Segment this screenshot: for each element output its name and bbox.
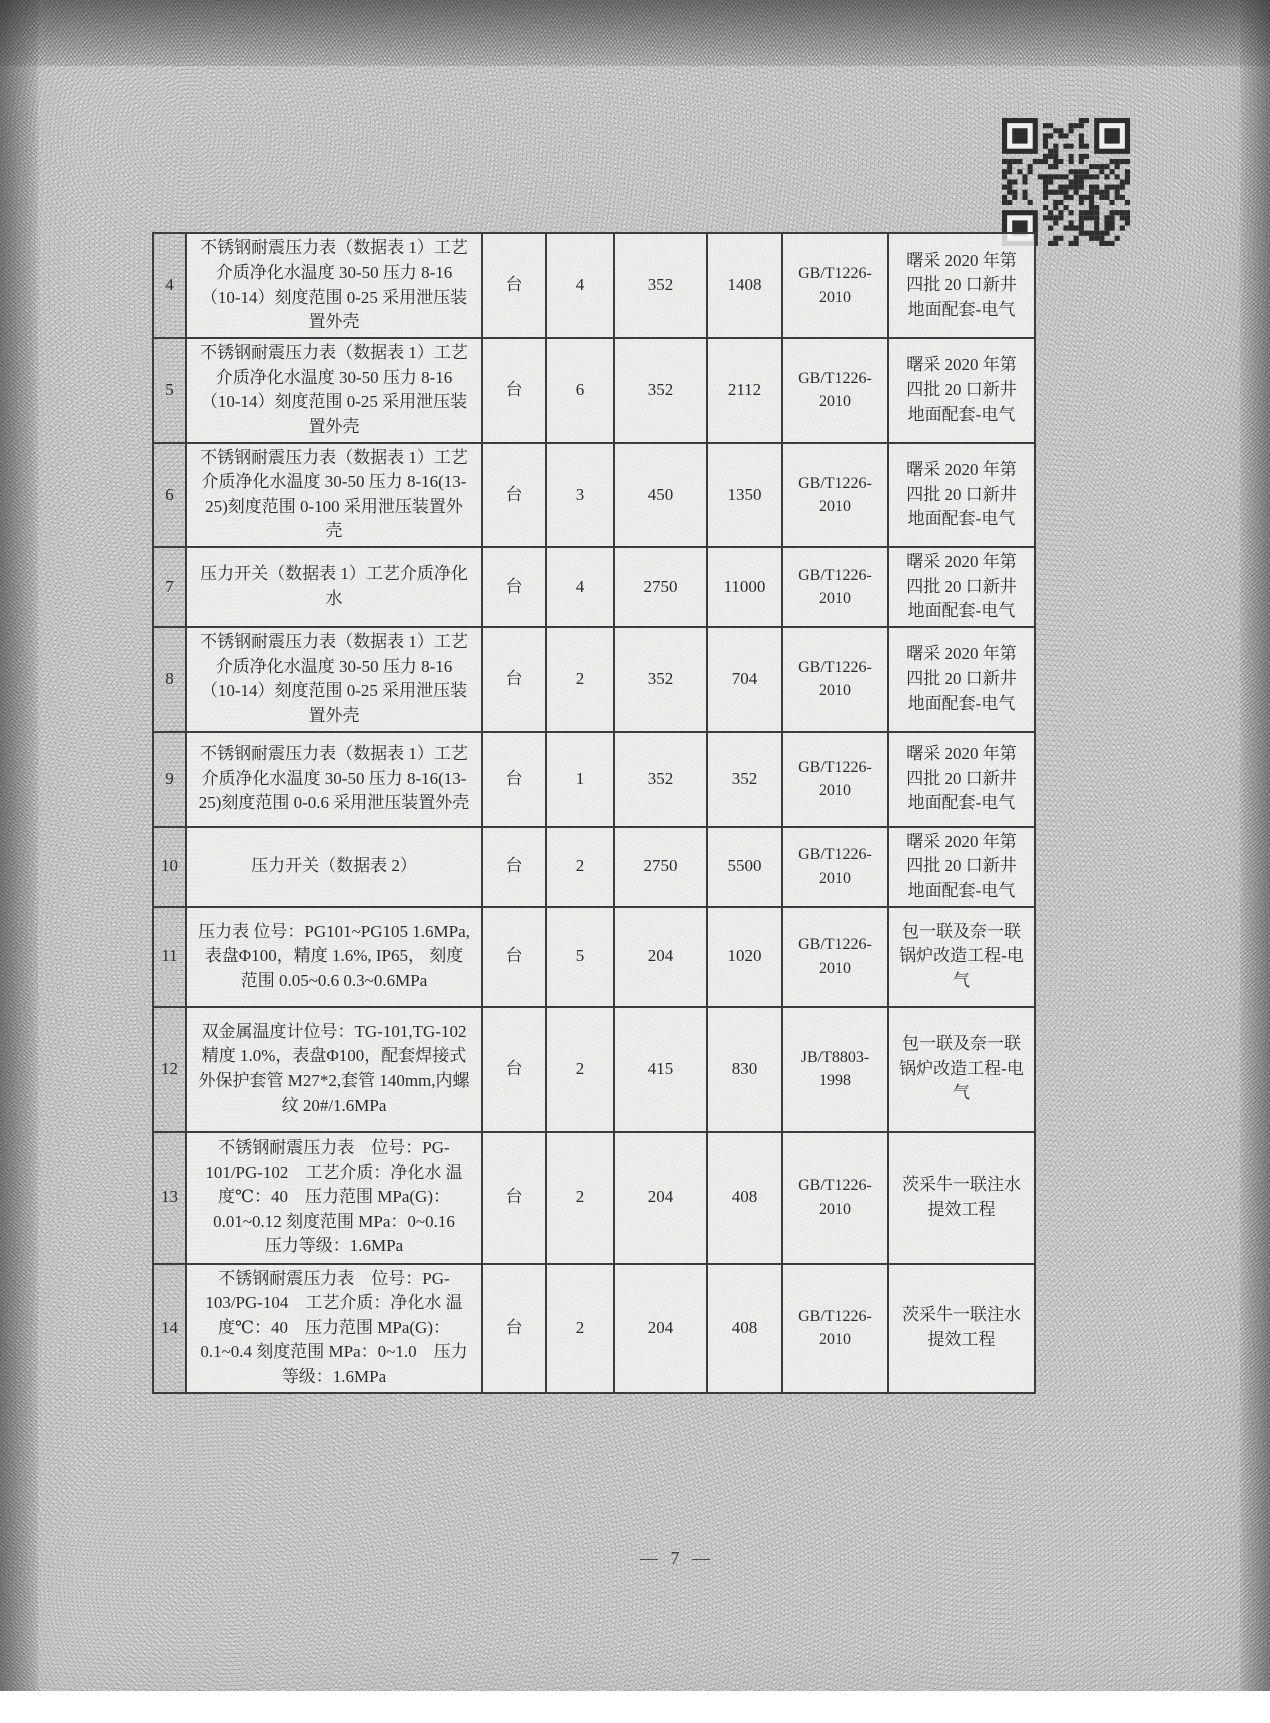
cell-standard: GB/T1226-2010 [782,1132,888,1264]
cell-project: 曙采 2020 年第四批 20 口新井地面配套-电气 [888,827,1035,907]
cell-description: 压力开关（数据表 1）工艺介质净化水 [186,547,482,627]
cell-quantity: 1 [546,732,614,827]
cell-project: 包一联及奈一联锅炉改造工程-电气 [888,1007,1035,1132]
qr-code-image [1002,118,1130,246]
cell-project: 曙采 2020 年第四批 20 口新井地面配套-电气 [888,443,1035,548]
cell-project: 曙采 2020 年第四批 20 口新井地面配套-电气 [888,547,1035,627]
cell-total: 1408 [707,233,782,338]
cell-unit-price: 204 [614,907,707,1007]
cell-quantity: 5 [546,907,614,1007]
cell-quantity: 2 [546,1264,614,1393]
cell-unit: 台 [482,827,546,907]
cell-project: 曙采 2020 年第四批 20 口新井地面配套-电气 [888,732,1035,827]
cell-unit-price: 2750 [614,827,707,907]
page-bottom-margin [0,1691,1270,1723]
cell-row-number: 5 [153,338,186,443]
cell-project: 曙采 2020 年第四批 20 口新井地面配套-电气 [888,233,1035,338]
cell-row-number: 8 [153,627,186,732]
cell-unit-price: 352 [614,627,707,732]
cell-unit: 台 [482,1264,546,1393]
cell-description: 压力开关（数据表 2） [186,827,482,907]
cell-unit: 台 [482,547,546,627]
cell-project: 茨采牛一联注水提效工程 [888,1132,1035,1264]
cell-description: 压力表 位号：PG101~PG105 1.6MPa,表盘Φ100，精度 1.6%, IP65， 刻度范围 0.05~0.6 0.3~0.6MPa [186,907,482,1007]
cell-quantity: 2 [546,627,614,732]
cell-description: 双金属温度计位号：TG-101,TG-102 精度 1.0%，表盘Φ100，配套焊接式外保护套管 M27*2,套管 140mm,内螺纹 20#/1.6MPa [186,1007,482,1132]
cell-unit: 台 [482,443,546,548]
cell-unit: 台 [482,732,546,827]
table-row [153,547,1035,627]
cell-standard: GB/T1226-2010 [782,907,888,1007]
table-row [153,907,1035,1007]
cell-total: 830 [707,1007,782,1132]
cell-quantity: 2 [546,827,614,907]
cell-project: 茨采牛一联注水提效工程 [888,1264,1035,1393]
cell-quantity: 3 [546,443,614,548]
cell-description: 不锈钢耐震压力表 位号：PG-101/PG-102 工艺介质：净化水 温度℃：40 压力范围 MPa(G)：0.01~0.12 刻度范围 MPa：0~0.16 压力等级：1.6MPa [186,1132,482,1264]
cell-unit-price: 204 [614,1132,707,1264]
cell-row-number: 9 [153,732,186,827]
scan-edge-left [0,0,38,1693]
cell-project: 包一联及奈一联锅炉改造工程-电气 [888,907,1035,1007]
cell-total: 11000 [707,547,782,627]
cell-unit-price: 352 [614,338,707,443]
cell-project: 曙采 2020 年第四批 20 口新井地面配套-电气 [888,338,1035,443]
cell-quantity: 2 [546,1132,614,1264]
cell-unit: 台 [482,1132,546,1264]
equipment-table [152,232,1036,1394]
cell-total: 704 [707,627,782,732]
table-row [153,443,1035,548]
cell-standard: GB/T1226-2010 [782,443,888,548]
table-row [153,827,1035,907]
cell-total: 408 [707,1132,782,1264]
cell-quantity: 4 [546,233,614,338]
cell-row-number: 14 [153,1264,186,1393]
cell-quantity: 6 [546,338,614,443]
cell-standard: GB/T1226-2010 [782,627,888,732]
cell-unit-price: 415 [614,1007,707,1132]
cell-row-number: 7 [153,547,186,627]
cell-project: 曙采 2020 年第四批 20 口新井地面配套-电气 [888,627,1035,732]
cell-row-number: 4 [153,233,186,338]
cell-unit: 台 [482,907,546,1007]
scan-edge-top [0,0,1270,66]
cell-total: 5500 [707,827,782,907]
cell-unit-price: 352 [614,732,707,827]
cell-standard: JB/T8803-1998 [782,1007,888,1132]
cell-quantity: 4 [546,547,614,627]
cell-description: 不锈钢耐震压力表（数据表 1）工艺介质净化水温度 30-50 压力 8-16(13-25)刻度范围 0-0.6 采用泄压装置外壳 [186,732,482,827]
cell-description: 不锈钢耐震压力表（数据表 1）工艺介质净化水温度 30-50 压力 8-16（10-14）刻度范围 0-25 采用泄压装置外壳 [186,338,482,443]
cell-row-number: 6 [153,443,186,548]
cell-standard: GB/T1226-2010 [782,827,888,907]
cell-row-number: 10 [153,827,186,907]
table-row [153,1264,1035,1393]
cell-unit-price: 352 [614,233,707,338]
cell-description: 不锈钢耐震压力表（数据表 1）工艺介质净化水温度 30-50 压力 8-16(13-25)刻度范围 0-100 采用泄压装置外壳 [186,443,482,548]
table-row [153,1007,1035,1132]
table-row [153,338,1035,443]
cell-total: 408 [707,1264,782,1393]
page-number: — 7 — [640,1548,714,1568]
cell-unit: 台 [482,338,546,443]
table-row [153,1132,1035,1264]
cell-unit-price: 2750 [614,547,707,627]
cell-description: 不锈钢耐震压力表（数据表 1）工艺介质净化水温度 30-50 压力 8-16（10-14）刻度范围 0-25 采用泄压装置外壳 [186,627,482,732]
cell-row-number: 12 [153,1007,186,1132]
cell-unit-price: 450 [614,443,707,548]
cell-total: 352 [707,732,782,827]
cell-unit-price: 204 [614,1264,707,1393]
cell-description: 不锈钢耐震压力表 位号：PG-103/PG-104 工艺介质：净化水 温度℃：40 压力范围 MPa(G)：0.1~0.4 刻度范围 MPa：0~1.0 压力等级：1.6MPa [186,1264,482,1393]
cell-standard: GB/T1226-2010 [782,233,888,338]
cell-description: 不锈钢耐震压力表（数据表 1）工艺介质净化水温度 30-50 压力 8-16（10-14）刻度范围 0-25 采用泄压装置外壳 [186,233,482,338]
cell-total: 1020 [707,907,782,1007]
cell-unit: 台 [482,627,546,732]
cell-row-number: 11 [153,907,186,1007]
table-row [153,233,1035,338]
scan-edge-right [1240,0,1270,1693]
cell-unit: 台 [482,233,546,338]
table-row [153,732,1035,827]
cell-standard: GB/T1226-2010 [782,338,888,443]
cell-total: 2112 [707,338,782,443]
cell-standard: GB/T1226-2010 [782,547,888,627]
cell-unit: 台 [482,1007,546,1132]
table-row [153,627,1035,732]
qr-code-icon [1002,118,1130,246]
cell-total: 1350 [707,443,782,548]
cell-quantity: 2 [546,1007,614,1132]
cell-row-number: 13 [153,1132,186,1264]
cell-standard: GB/T1226-2010 [782,732,888,827]
cell-standard: GB/T1226-2010 [782,1264,888,1393]
